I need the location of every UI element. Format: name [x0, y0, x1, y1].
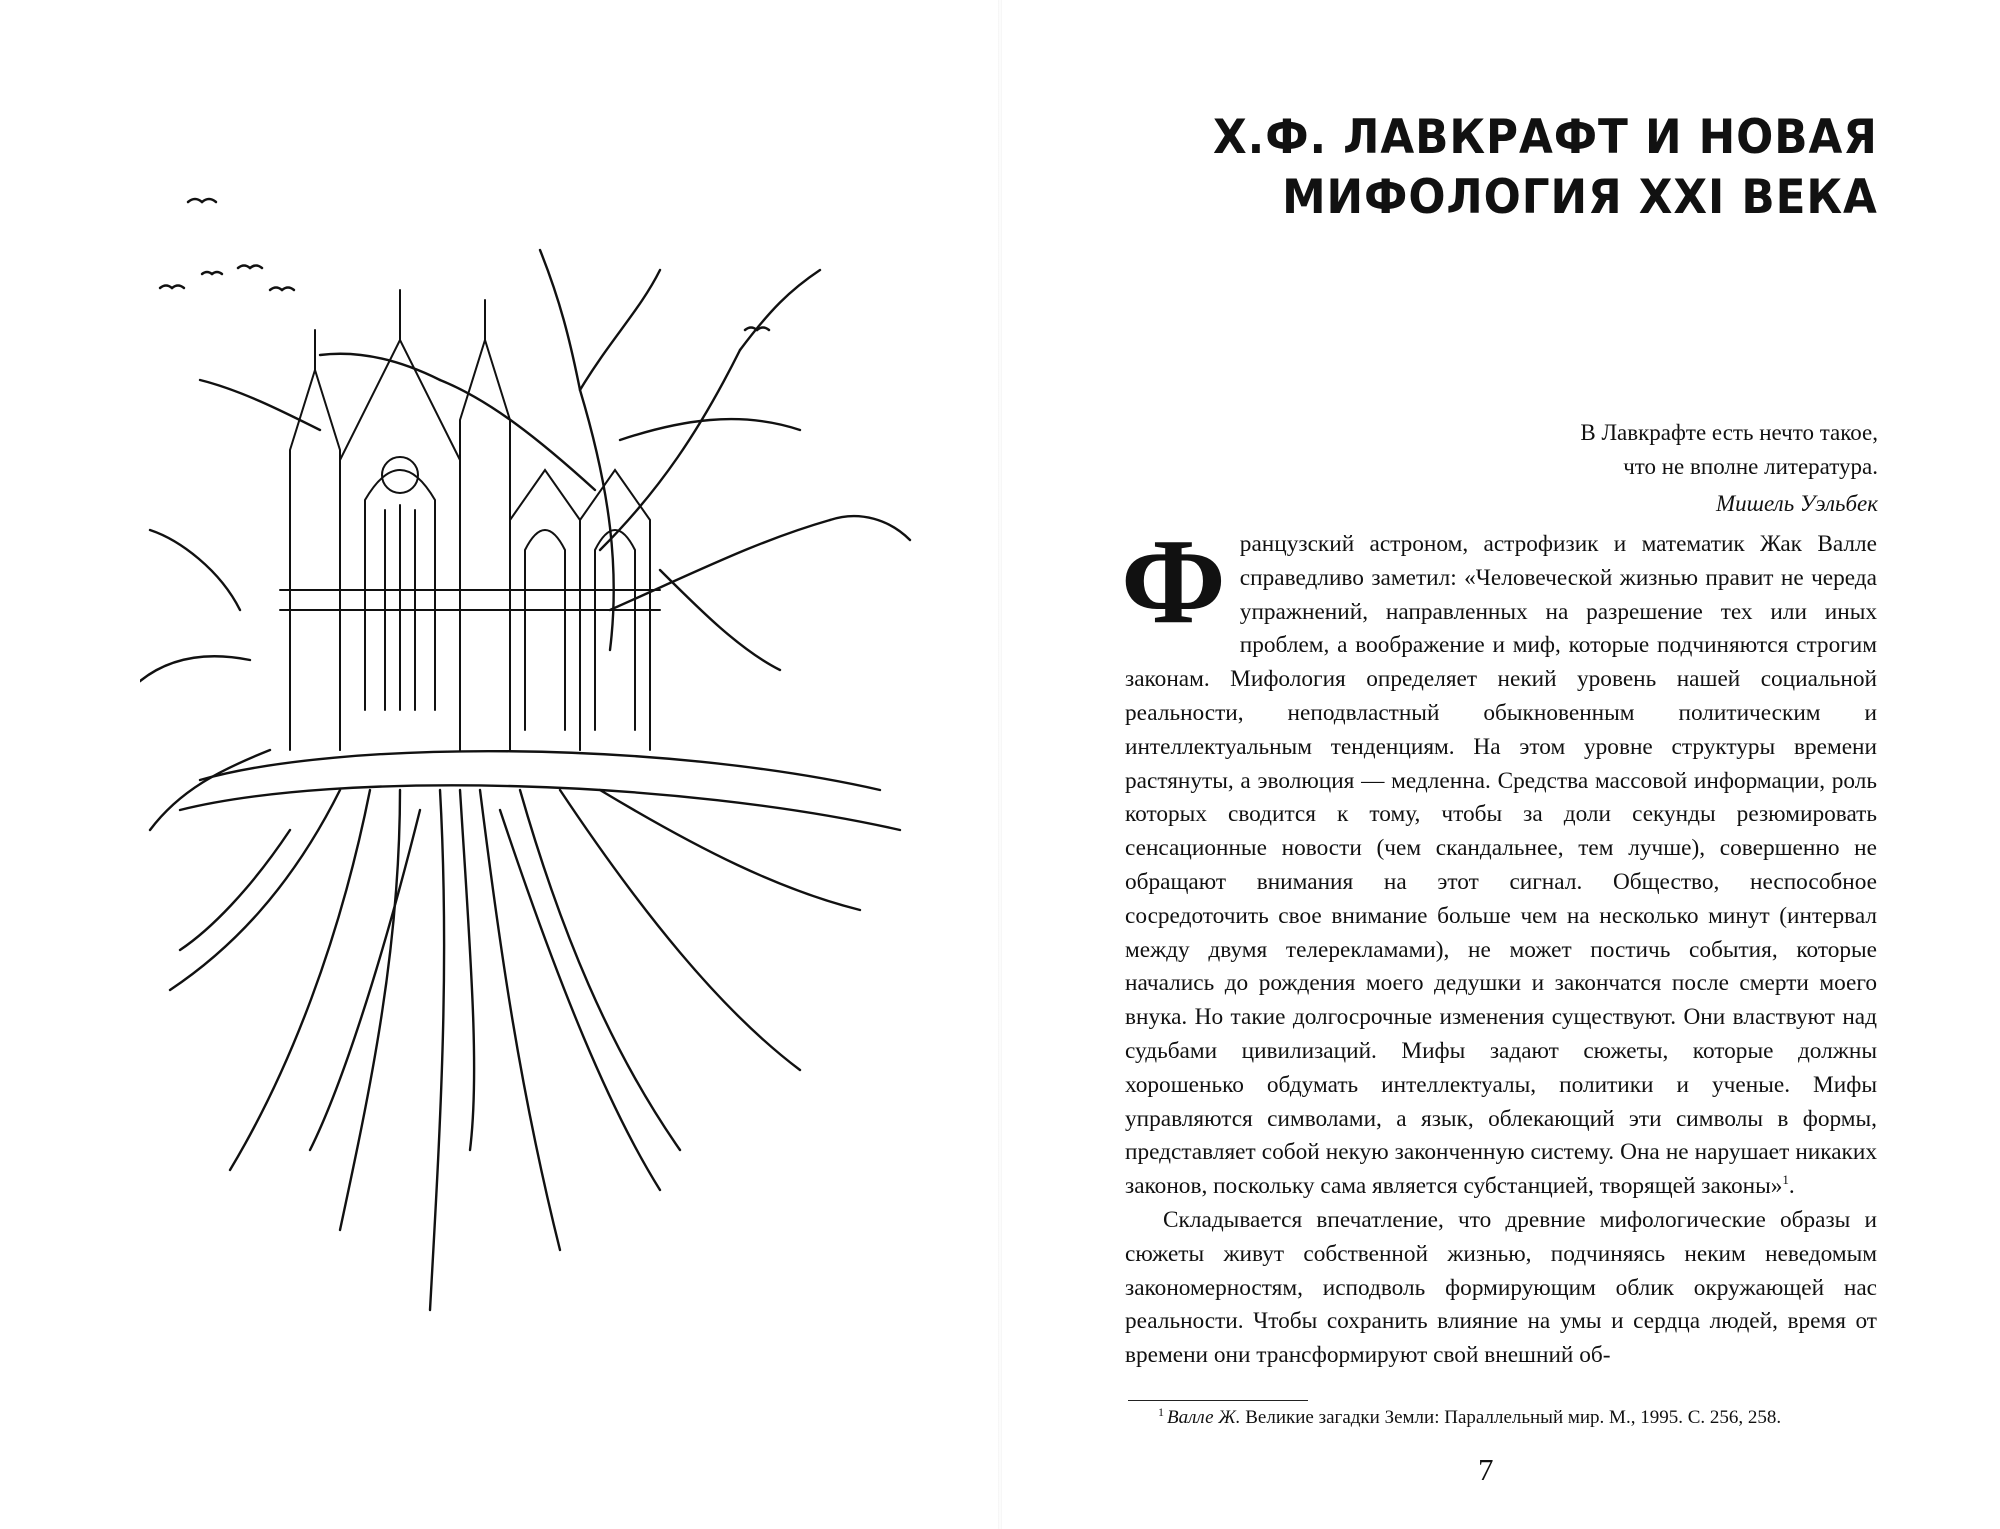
epigraph-author: Мишель Уэльбек [1716, 491, 1878, 516]
footnote-text: Великие загадки Земли: Параллельный мир. М., 1995. С. 256, 258. [1240, 1407, 1782, 1428]
footnote-reference[interactable]: 1 [1782, 1172, 1789, 1188]
paragraph-1 [1121, 514, 1877, 1204]
epigraph-line-1: В Лавкрафте есть нечто такое, [1580, 420, 1878, 445]
footnote [1158, 1405, 1781, 1431]
footnote-number: 1 [1158, 1405, 1164, 1419]
epigraph [1358, 416, 1878, 521]
paragraph-1-text: ранцузский астроном, астрофизик и математик Жак Валле справедливо заметил: «Человеческой жизнью правит не череда упражнений, направленных на разрешение тех или иных проблем, а воображение и миф, которые подчиняются строгим законам. Мифология определяет некий уровень нашей социальной реальности, неподвластный обыкновенным политическим и интеллектуальным тенденциям. На этом уровне структуры времени растянуты, а эволюция — медленна. Средства массовой информации, роль которых сводится к тому, чтобы за доли секунды резюмировать сенсационные новости (чем скандальнее, тем лучше), совершенно не обращают внимания на этот сигнал. Общество, неспособное сосредоточить свое внимание больше чем на несколько минут (интервал между двумя телерекламами), не может постичь события, которые начались до рождения моего дедушки и закончатся после смерти моего внука. Но такие долгосрочные изменения существуют. Они властвуют над судьбами цивилизаций. Мифы задают сюжеты, которые должны хорошенько обдумать интеллектуалы, политики и ученые. Мифы управляются символами, а язык, облекающий эти символы в формы, представляет собой некую законченную систему. Она не нарушает никаких законов, поскольку сама является субстанцией, творящей законы» [1125, 531, 1877, 1200]
cathedral [280, 290, 660, 750]
paragraph-2: Складывается впечатление, что древние мифологические образы и сюжеты живут собственной жизнью, подчиняясь неким неведомым закономерностям, исподволь формирующим облик окружающей нас реальности. Чтобы сохранить влияние на умы и сердца людей, время от времени они трансформируют свой внешний об- [1125, 1206, 1877, 1369]
chapter-title-line-2: МИФОЛОГИЯ XXI ВЕКА [1282, 170, 1878, 225]
page-number: 7 [1478, 1452, 1494, 1487]
gothic-cathedral-tree-illustration [140, 190, 960, 1390]
chapter-title [1213, 108, 1878, 228]
paragraph-1-end: . [1788, 1173, 1795, 1200]
birds-icon [160, 199, 769, 330]
right-page [1000, 0, 2000, 1529]
tree-branches [140, 250, 910, 830]
body-text [1121, 514, 1877, 1373]
roots-tentacles [170, 751, 900, 1310]
epigraph-line-2: что не вполне литература. [1623, 454, 1878, 479]
footnote-author: Валле Ж. [1167, 1407, 1241, 1428]
footnote-divider [1128, 1400, 1308, 1401]
drop-cap: Ф [1121, 514, 1226, 649]
chapter-title-line-1: Х.Ф. ЛАВКРАФТ И НОВАЯ [1213, 110, 1878, 165]
